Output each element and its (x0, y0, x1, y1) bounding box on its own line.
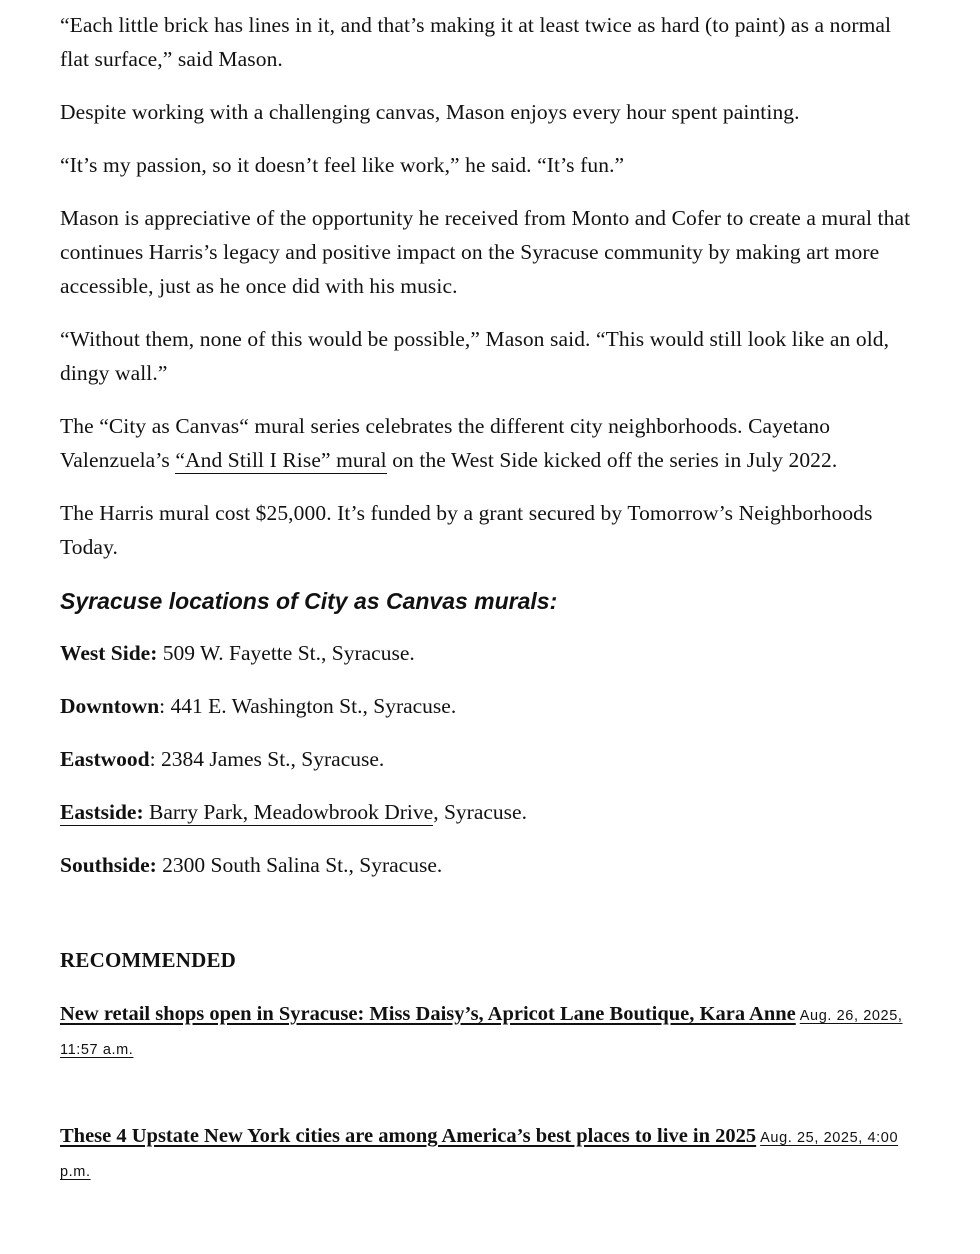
recommended-section (60, 945, 920, 1241)
paragraph-text: The “City as Canvas“ mural series celebrates the different city neighborhoods. Cayetano Valenzuela’s (60, 414, 831, 472)
article-paragraph (60, 409, 920, 477)
location-address: 2300 South Salina St., Syracuse. (156, 853, 443, 877)
eastside-location-link[interactable] (60, 800, 433, 826)
location-label: Southside: (60, 853, 157, 877)
location-eastwood (60, 742, 920, 776)
recommended-item (60, 1119, 920, 1189)
recommended-heading: RECOMMENDED (60, 948, 237, 972)
article-paragraph: Despite working with a challenging canvas, Mason enjoys every hour spent painting. (60, 100, 800, 124)
and-still-i-rise-mural-link[interactable]: “And Still I Rise” mural (175, 448, 387, 472)
location-downtown (60, 689, 920, 723)
location-label: Eastside: (60, 800, 144, 824)
article-paragraph: “Each little brick has lines in it, and that’s making it at least twice as hard (to paint) as a normal flat surface,” said Mason. (60, 13, 892, 71)
recommended-article-link[interactable]: New retail shops open in Syracuse: Miss Daisy’s, Apricot Lane Boutique, Kara Anne (60, 1003, 796, 1025)
article-paragraph: “It’s my passion, so it doesn’t feel like work,” he said. “It’s fun.” (60, 153, 625, 177)
recommended-article-date[interactable]: Aug. 26, 2025, 11:57 a.m. (60, 1008, 903, 1058)
location-eastside (60, 795, 920, 829)
article-paragraph: “Without them, none of this would be possible,” Mason said. “This would still look like an old, dingy wall.” (60, 327, 890, 385)
recommended-article-date[interactable]: Aug. 25, 2025, 4:00 p.m. (60, 1130, 899, 1180)
location-southside (60, 848, 920, 882)
location-address: 509 W. Fayette St., Syracuse. (157, 641, 415, 665)
recommended-article-link[interactable]: These 4 Upstate New York cities are among America’s best places to live in 2025 (60, 1125, 757, 1147)
recommended-item (60, 997, 920, 1067)
location-west-side (60, 636, 920, 670)
paragraph-text: on the West Side kicked off the series in July 2022. (386, 448, 838, 472)
location-label: Eastwood (60, 747, 150, 771)
location-address: : 2384 James St., Syracuse. (149, 747, 385, 771)
article-body (60, 8, 920, 901)
location-label: West Side: (60, 641, 158, 665)
location-address: , Syracuse. (433, 800, 527, 824)
locations-heading: Syracuse locations of City as Canvas murals: (60, 588, 558, 614)
article-paragraph: The Harris mural cost $25,000. It’s funded by a grant secured by Tomorrow’s Neighborhoods Today. (60, 501, 873, 559)
article-paragraph: Mason is appreciative of the opportunity he received from Monto and Cofer to create a mural that continues Harris’s legacy and positive impact on the Syracuse community by making art more accessible, just as he once did with his music. (60, 206, 911, 298)
location-label: Downtown (60, 694, 160, 718)
location-link-text: Barry Park, Meadowbrook Drive (143, 800, 434, 824)
location-address: : 441 E. Washington St., Syracuse. (159, 694, 457, 718)
